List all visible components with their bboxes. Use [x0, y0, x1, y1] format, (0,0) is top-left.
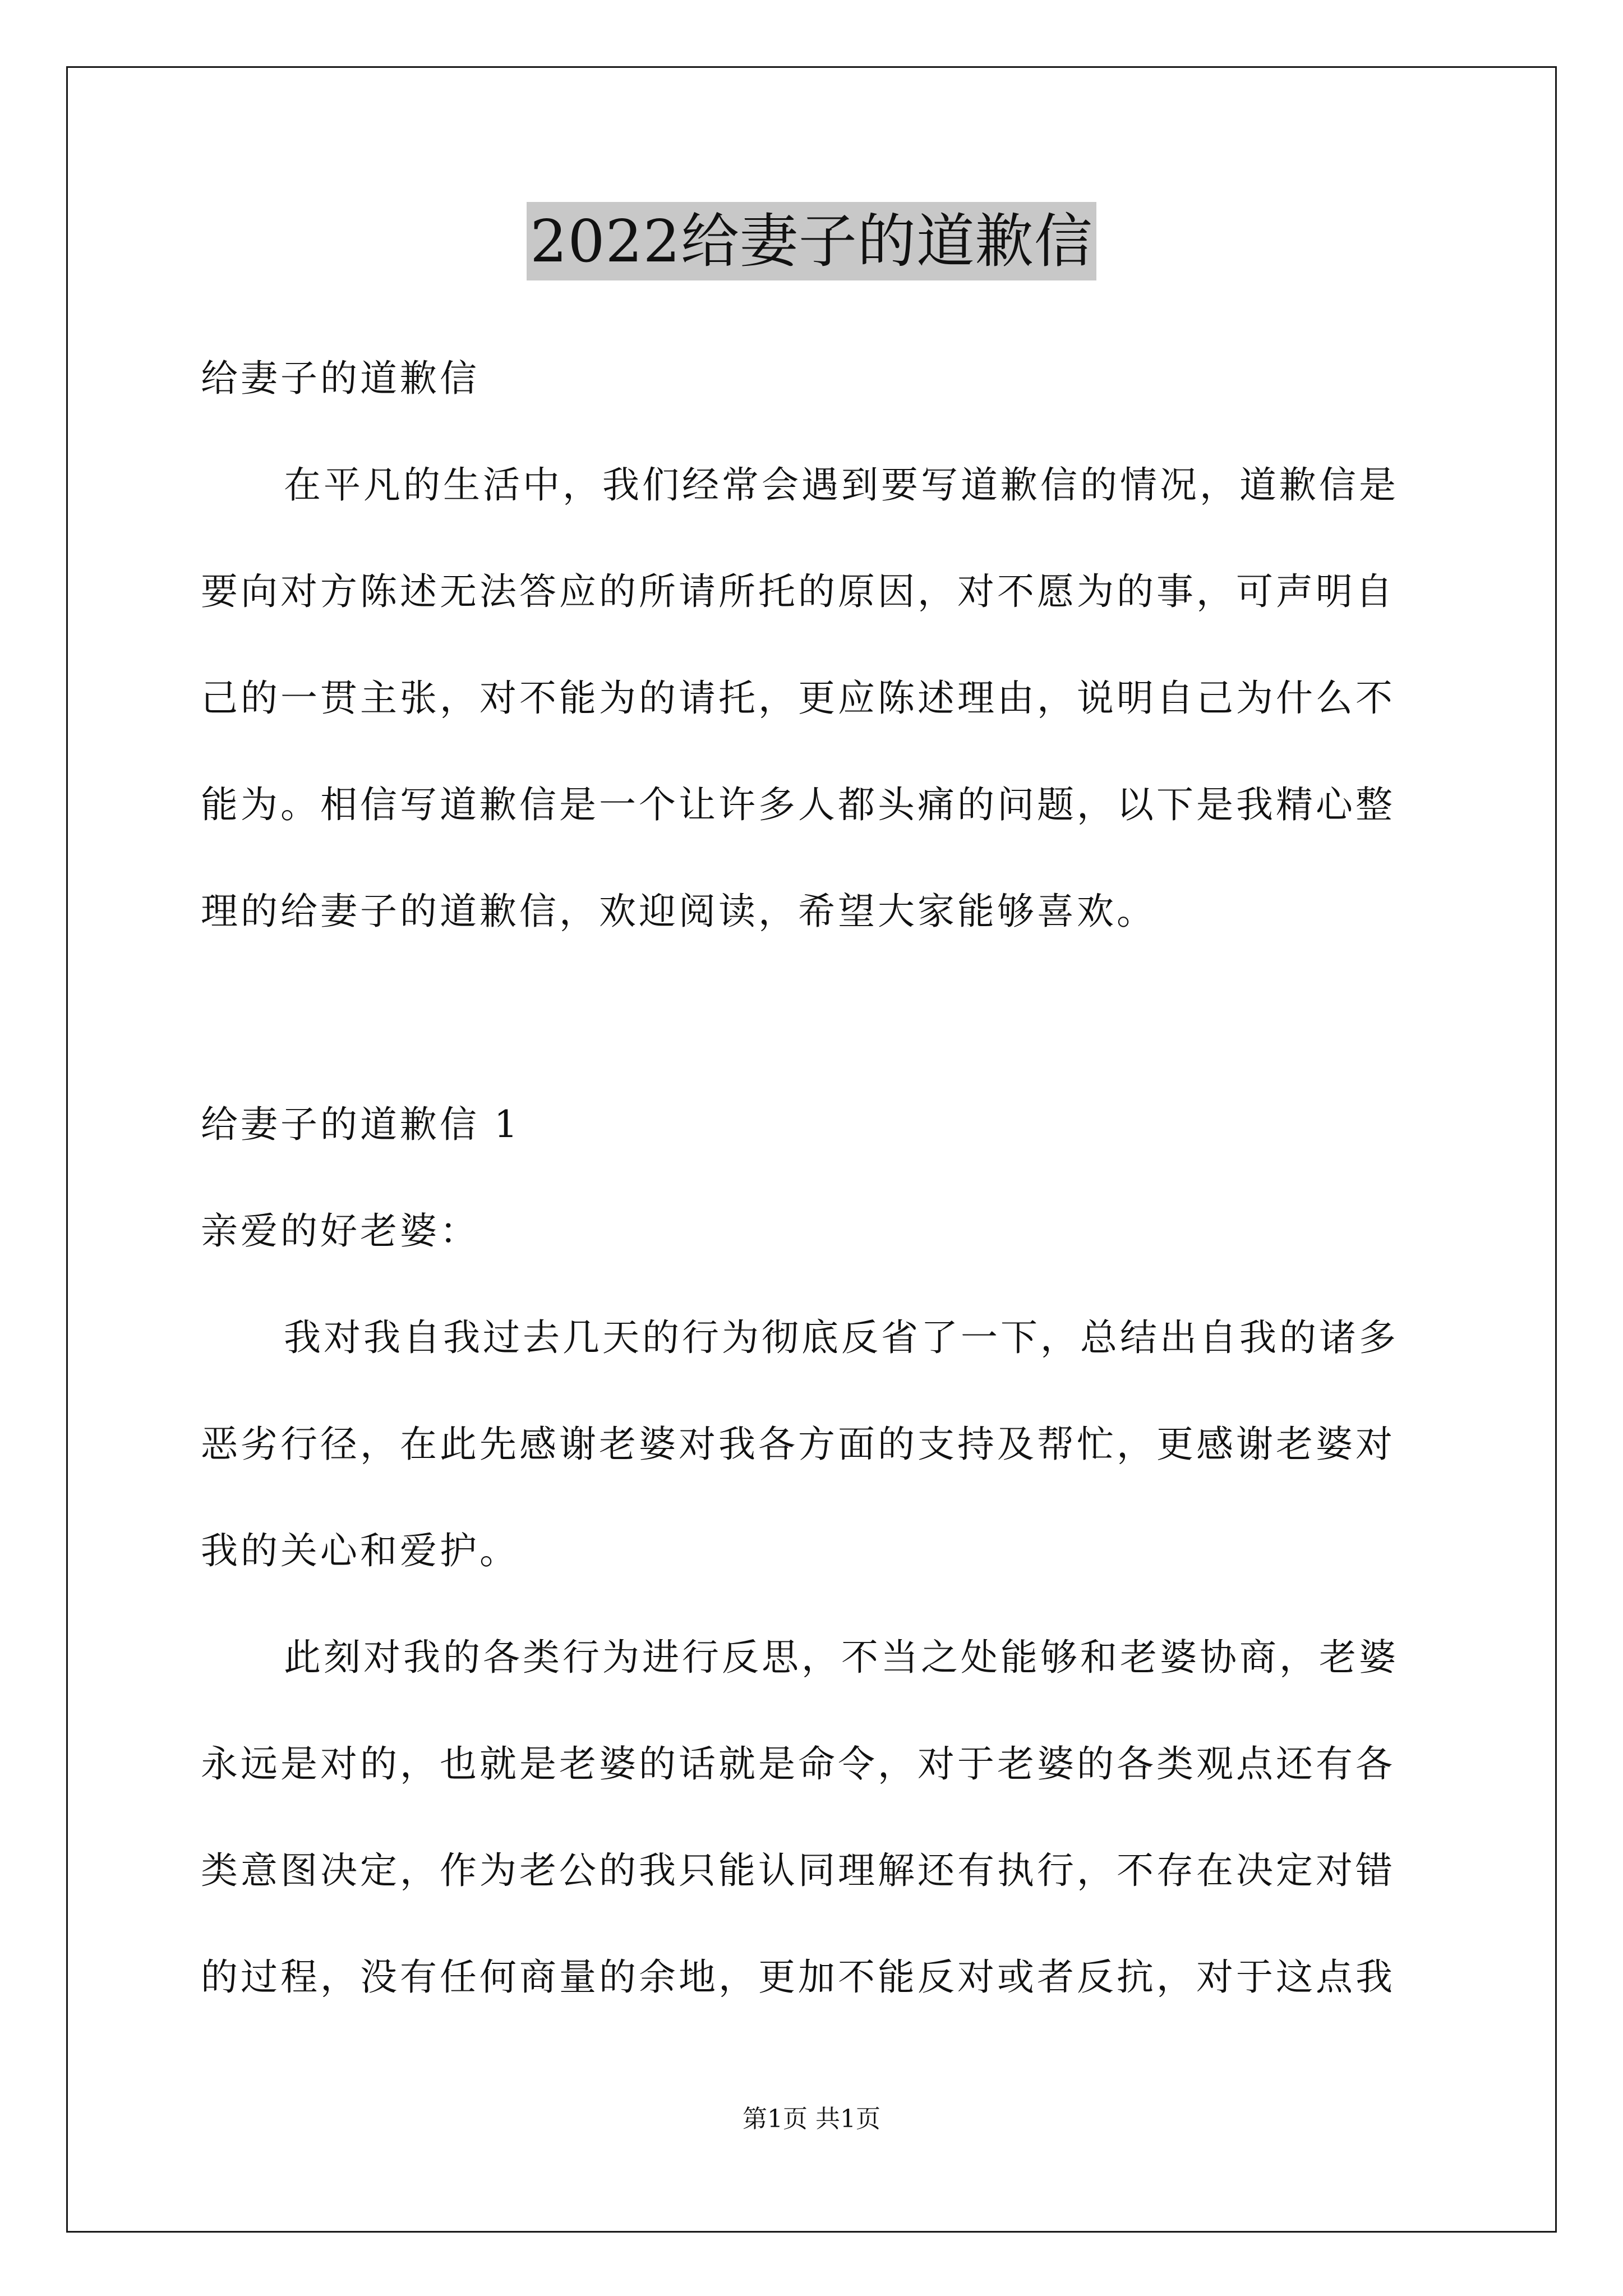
- paragraph-line: 恶劣行径，在此先感谢老婆对我各方面的支持及帮忙，更感谢老婆对: [201, 1423, 1395, 1466]
- document-title: 2022给妻子的道歉信: [527, 202, 1096, 280]
- paragraph-line: 要向对方陈述无法答应的所请所托的原因，对不愿为的事，可声明自: [201, 570, 1395, 613]
- paragraph-line: 此刻对我的各类行为进行反思，不当之处能够和老婆协商，老婆: [284, 1636, 1399, 1679]
- paragraph-line: 永远是对的，也就是老婆的话就是命令，对于老婆的各类观点还有各: [201, 1742, 1395, 1786]
- paragraph-line: 理的给妻子的道歉信，欢迎阅读，希望大家能够喜欢。: [201, 890, 1156, 933]
- title-wrap: [0, 202, 1623, 280]
- salutation: 亲爱的好老婆：: [201, 1209, 479, 1253]
- paragraph-line: 我的关心和爱护。: [201, 1529, 519, 1572]
- section-heading: 给妻子的道歉信 1: [201, 1103, 520, 1146]
- paragraph-line: 的过程，没有任何商量的余地，更加不能反对或者反抗，对于这点我: [201, 1955, 1395, 1999]
- paragraph-line: 己的一贯主张，对不能为的请托，更应陈述理由，说明自己为什么不: [201, 677, 1395, 720]
- page-footer: 第1页 共1页: [743, 2105, 880, 2133]
- paragraph-line: 在平凡的生活中，我们经常会遇到要写道歉信的情况，道歉信是: [284, 463, 1399, 507]
- paragraph-line: 类意图决定，作为老公的我只能认同理解还有执行，不存在决定对错: [201, 1849, 1395, 1892]
- paragraph-line: 能为。相信写道歉信是一个让许多人都头痛的问题，以下是我精心整: [201, 783, 1395, 826]
- paragraph-line: 我对我自我过去几天的行为彻底反省了一下，总结出自我的诸多: [284, 1316, 1399, 1359]
- section-heading: 给妻子的道歉信: [201, 357, 479, 400]
